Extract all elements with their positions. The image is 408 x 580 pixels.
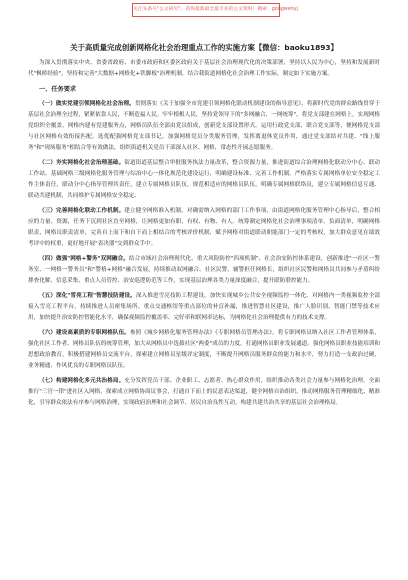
header-banner: 关注头条号"公文研究"，获得最新最全最专业的公文资料！搜索：gongwenyj <box>132 3 280 17</box>
item-paragraph <box>28 206 380 250</box>
item-text: 参照《城乡网格化服务管理办法》《专职网格员管理办法》，将专职网格员纳入社区工作者管理体系，强化社区工作者、网格员队伍的统筹管理，加大从网格员中选拔社区"两委"成员的力度，打通网格员职业发展通道。强化网格员职业技能培训和思想政治教育，积极搭建网格员交流平台，探索建立网格员星级评定制度，不断提升网格员服务群众的能力和水平，努力打造一支政治过硬、业务精通、作风优良的专职网格员队伍。 <box>28 330 380 369</box>
item-lead: （六）建设高素质的专职网格队伍。 <box>39 330 130 336</box>
item-lead: （七）构建网格化多元共治格局。 <box>39 378 125 384</box>
item-text: 建立健全网格准入机制，对确需纳入网格的部门工作事项，由街道网格化服务管理中心指导后，整合相应的力量、资源，任务下沉到社区直至网格，让网格更加有职、有权、有物、有人。统筹制定网格化社会治理事项清单、负面清单，明确网格职责，网格员职责清单，完善自上而下和自下而上相结合的考核评价机制，赋予网格对街道联动职能部门一定的考核权，加大群众意见在绩效考评中的权重，更好地开展"表决器"交到群众手中。 <box>28 208 380 247</box>
item-paragraph <box>28 99 380 154</box>
item-text: 贯彻落实《关于加强全市党建引领网格化联动机制建设的指导意见》，将新时代党的群众路线贯穿于基层社会治理全过程，紧紧依靠人民，不断造福人民。牢牢植根人民，坚持党领导下的"多网融合、一网统筹"，将党支部建在网格上，实现网格党组织全覆盖，网格内建有党建服务点，网格员队伍全部由党员组成，创新党支部设置形式。运用行政党支部，联合党支部等，便网格党支部与社区网格有效衔接匹配。选优配强网格党支部书记，加强网格党员分类服务管理，发挥离退休党员作用，通过党支部结对共建、"线上服务"和"现场服务"相结合等有效做法，组织街道机关党员干部深入社区、网格，常态性开展志愿服务。 <box>28 101 380 151</box>
item-text: 结合市域社会治理现代化、重大风险防控"四项机制"、社会治安防控体系建设，创新推进"一社区一警务室、一网格一警务员"和"警格+网格"融合发展，持续推动双网融合、社区民警、辅警担任网格长，组织社区民警和网格员共同参与矛盾纠纷排查化解、信息采集、重点人员管控、治安巡逻防范等工作，实现基层治理各类力量深度融合，提升联防联控能力。 <box>28 256 380 284</box>
item-paragraph <box>28 291 380 324</box>
intro-paragraph: 为深入贯彻落实中央、省委省政府、市委市政府和区委区政府关于基层社会治理现代化的决策部署，坚持以人民为中心，坚持和发展新时代"枫桥经验"，坚持和完善"大数据+网格化+铁脚板"治理机制，结合我街道网格化社会治理工作实际，制定如下实施方案。 <box>28 60 380 77</box>
section-heading: 一、任务要求 <box>39 86 77 93</box>
item-text: 充分发挥党员干部、企业职工、志愿者、热心群众作用，组织推动各类社会力量参与网格化治理，全面推行"三官一律"进社区入网格，探索成立网格协商议事会，打通自下而上的民意表达渠道，健全网格自治组织，推动网格服务管理精细化、精准化，引导群众依法有序参与网格治理，实现政府治理和社会调节、居民自治良性互动，构建共建共治共享的基层社会治理格局。 <box>28 378 380 406</box>
document-title: 关于高质量完成创新网格化社会治理重点工作的实施方案【微信：baoku1893】 <box>70 43 338 52</box>
item-lead: （二）夯实网格化社会治理基础。 <box>39 160 125 166</box>
item-lead: （三）完善网格化联动工作机制。 <box>39 208 125 214</box>
item-paragraph <box>28 328 380 372</box>
item-paragraph <box>28 158 380 202</box>
item-text: 深入推进雪亮技防工程建设，加快实现城乡公共安全视频监控一体化、对网格内一类视频监控全部接入雪亮工程平台，持续推进人员密集场所、重点交通枢纽等重点部位的补盲补漏，推进智慧社区建设，推广人脸识别、智能门禁等技术应用，加快提升治安防控智能化水平，确保视频监控覆盖率、完好率和联网率达标，为网格化社会治理提供有力的技术支撑。 <box>28 293 380 321</box>
document-body <box>28 58 380 413</box>
item-text: 街道街道基层整合审批服务执法力量改革，整合资源力量，推进街道综合治理网格化联动分中心、联动工作站。基础网格三级网格化服务管理与综治中心一体化规范化建设运行，明确建设标准、完善工作机制。严格落实专属网格单位安全稳定工作主体责任，联动分中心指导管理其责任，建立专属网格员队伍，规范相适应的网格员队伍，明确专属网格联络员，建立专属网格信息互通、联动共建机制，共同维护专属网格安全稳定。 <box>28 160 380 199</box>
item-lead: （四）做强"网格+警务"双网融合。 <box>39 256 129 262</box>
item-lead: （五）深化"雪亮工程"智慧技防建设。 <box>39 293 136 299</box>
item-paragraph <box>28 254 380 287</box>
item-lead: （一）做实党建引领网格化社会治理。 <box>39 101 135 107</box>
item-paragraph <box>28 376 380 409</box>
